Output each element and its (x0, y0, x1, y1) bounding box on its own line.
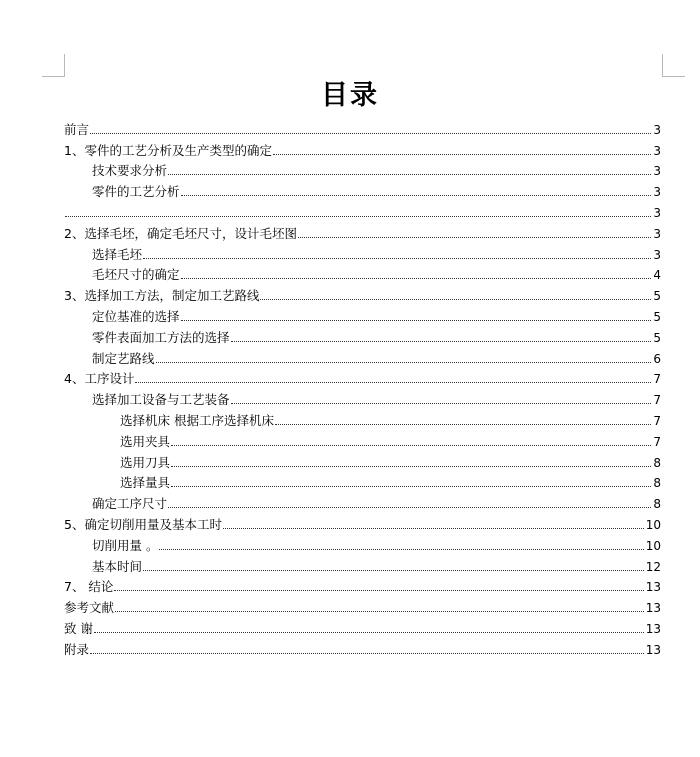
toc-dot-leader (171, 466, 651, 467)
page-title: 目录 (321, 80, 379, 111)
toc-dot-leader (65, 216, 651, 217)
toc-entry-label: 技术要求分析 (92, 163, 168, 179)
toc-dot-leader (90, 653, 644, 654)
toc-entry-label: 选择毛坯 (92, 246, 143, 262)
toc-entry[interactable] (64, 180, 661, 201)
toc-entry-page-number: 3 (653, 205, 661, 220)
toc-entry-page-number: 3 (653, 185, 661, 200)
toc-dot-leader (135, 382, 651, 383)
toc-dot-leader (231, 403, 652, 404)
toc-dot-leader (114, 590, 643, 591)
toc-entry-page-number: 13 (645, 642, 661, 657)
toc-entry-label: 选择量具 (120, 475, 171, 491)
toc-entry[interactable] (64, 118, 661, 139)
toc-dot-leader (90, 133, 651, 134)
margin-mark-top-left (42, 54, 65, 77)
toc-entry-page-number: 4 (653, 268, 661, 283)
toc-entry-label: 零件表面加工方法的选择 (92, 329, 230, 345)
toc-entry-label: 确定工序尺寸 (92, 496, 168, 512)
toc-dot-leader (171, 486, 651, 487)
toc-entry-page-number: 8 (653, 476, 661, 491)
toc-entry-page-number: 3 (653, 122, 661, 137)
toc-entry-page-number: 5 (653, 289, 661, 304)
toc-entry-page-number: 13 (645, 580, 661, 595)
toc-dot-leader (115, 611, 644, 612)
toc-entry[interactable] (64, 576, 661, 597)
toc-entry[interactable] (64, 430, 661, 451)
toc-entry-label: 7、 结论 (64, 579, 114, 595)
toc-entry[interactable] (64, 638, 661, 659)
toc-entry-page-number: 3 (653, 226, 661, 241)
toc-entry[interactable] (64, 368, 661, 389)
toc-dot-leader (181, 278, 652, 279)
toc-entry-label: 毛坯尺寸的确定 (92, 267, 180, 283)
toc-dot-leader (181, 195, 652, 196)
toc-dot-leader (143, 258, 651, 259)
toc-dot-leader (223, 528, 644, 529)
toc-dot-leader (94, 632, 644, 633)
toc-entry-label: 致 谢 (64, 620, 93, 636)
toc-entry-page-number: 3 (653, 143, 661, 158)
toc-dot-leader (275, 424, 651, 425)
toc-dot-leader (171, 445, 651, 446)
toc-entry[interactable] (64, 160, 661, 181)
toc-entry-page-number: 3 (653, 247, 661, 262)
toc-entry[interactable] (64, 243, 661, 264)
toc-entry[interactable] (64, 139, 661, 160)
toc-entry[interactable] (64, 388, 661, 409)
toc-entry-label: 选用刀具 (120, 454, 171, 470)
toc-entry-label: 附录 (64, 641, 90, 657)
toc-entry-label: 定位基准的选择 (92, 308, 180, 324)
toc-entry-label: 参考文献 (64, 600, 115, 616)
toc-entry-page-number: 8 (653, 497, 661, 512)
toc-entry-page-number: 13 (645, 621, 661, 636)
toc-dot-leader (168, 174, 651, 175)
table-of-contents (64, 118, 661, 659)
toc-entry-label: 制定艺路线 (92, 350, 155, 366)
toc-dot-leader (159, 549, 643, 550)
toc-entry-label: 4、工序设计 (64, 371, 135, 387)
toc-entry-label: 1、零件的工艺分析及生产类型的确定 (64, 142, 272, 158)
toc-dot-leader (273, 154, 651, 155)
toc-entry[interactable] (64, 555, 661, 576)
toc-entry[interactable] (64, 222, 661, 243)
toc-entry-page-number: 8 (653, 455, 661, 470)
toc-entry[interactable] (64, 472, 661, 493)
toc-entry-label: 前言 (64, 121, 90, 137)
toc-entry-page-number: 10 (645, 517, 661, 532)
toc-entry-page-number: 5 (653, 330, 661, 345)
toc-entry-label: 选用夹具 (120, 433, 171, 449)
toc-entry-label: 选择加工设备与工艺装备 (92, 392, 230, 408)
toc-entry[interactable] (64, 326, 661, 347)
toc-entry-page-number: 3 (653, 164, 661, 179)
toc-entry-page-number: 7 (653, 413, 661, 428)
toc-dot-leader (231, 341, 652, 342)
toc-dot-leader (181, 320, 652, 321)
toc-entry-label: 零件的工艺分析 (92, 184, 180, 200)
toc-entry[interactable] (64, 264, 661, 285)
toc-entry[interactable] (64, 305, 661, 326)
toc-entry[interactable] (64, 201, 661, 222)
toc-dot-leader (260, 299, 651, 300)
toc-entry-label: 选择机床 根据工序选择机床 (120, 412, 274, 428)
toc-entry-label: 基本时间 (92, 558, 143, 574)
toc-entry[interactable] (64, 513, 661, 534)
toc-entry[interactable] (64, 534, 661, 555)
toc-entry-label: 3、选择加工方法，制定加工艺路线 (64, 288, 260, 304)
toc-entry-page-number: 7 (653, 434, 661, 449)
toc-entry-page-number: 12 (645, 559, 661, 574)
toc-entry-page-number: 5 (653, 309, 661, 324)
toc-dot-leader (143, 570, 644, 571)
toc-entry-page-number: 10 (645, 538, 661, 553)
toc-entry-page-number: 7 (653, 393, 661, 408)
toc-entry[interactable] (64, 284, 661, 305)
toc-entry-page-number: 7 (653, 372, 661, 387)
toc-entry-label: 2、选择毛坯，确定毛坯尺寸，设计毛坯图 (64, 225, 297, 241)
toc-dot-leader (168, 507, 651, 508)
toc-entry-label: 切削用量 。 (92, 537, 159, 553)
toc-entry[interactable] (64, 596, 661, 617)
toc-entry[interactable] (64, 617, 661, 638)
toc-dot-leader (298, 237, 651, 238)
toc-entry[interactable] (64, 451, 661, 472)
toc-entry[interactable] (64, 492, 661, 513)
toc-entry-page-number: 6 (653, 351, 661, 366)
toc-dot-leader (156, 362, 652, 363)
toc-entry-label: 5、确定切削用量及基本工时 (64, 516, 222, 532)
toc-entry[interactable] (64, 409, 661, 430)
toc-entry-page-number: 13 (645, 601, 661, 616)
toc-entry[interactable] (64, 347, 661, 368)
margin-mark-top-right (662, 54, 685, 77)
